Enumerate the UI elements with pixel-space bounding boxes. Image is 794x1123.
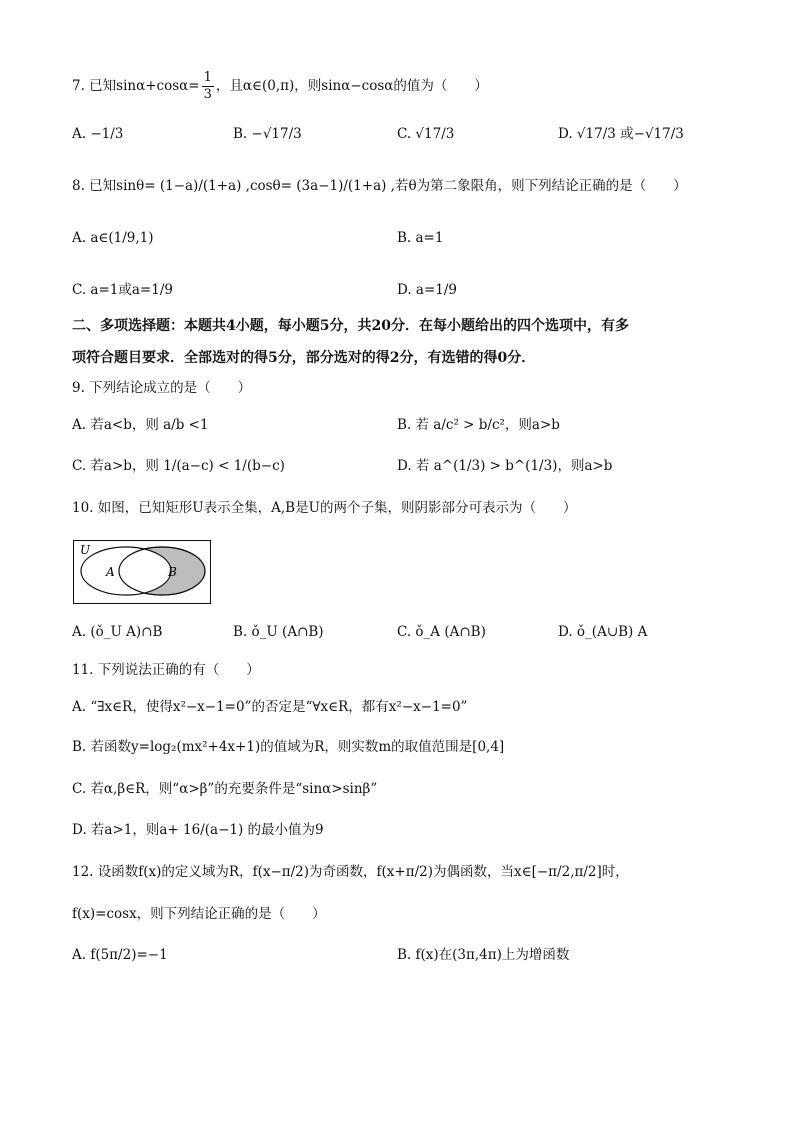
q9-option-d: D. 若 a^(1/3) > b^(1/3)，则a>b bbox=[397, 458, 613, 474]
venn-label-b: B bbox=[168, 565, 177, 579]
q12-stem-line2: f(x)=cosx，则下列结论正确的是（ ） bbox=[72, 906, 326, 922]
q12-option-b: B. f(x)在(3π,4π)上为增函数 bbox=[397, 947, 570, 963]
q7-prefix: 7. 已知sinα+cosα= bbox=[72, 78, 200, 94]
q7-fraction: $\frac{1}{3}$ bbox=[203, 70, 212, 102]
section2-heading-line1: 二、多项选择题：本题共4小题，每小题5分，共20分．在每小题给出的四个选项中，有多 bbox=[72, 318, 629, 334]
q9-option-a: A. 若a<b，则 a/b <1 bbox=[72, 417, 209, 433]
q8-option-c: C. a=1或a=1/9 bbox=[72, 282, 173, 298]
q10-stem: 10. 如图，已知矩形U表示全集，A,B是U的两个子集，则阴影部分可表示为（ ） bbox=[72, 500, 577, 516]
q8-option-a: A. a∈(1/9,1) bbox=[72, 230, 154, 246]
q11-option-b: B. 若函数y=log₂(mx²+4x+1)的值域为R，则实数m的取值范围是[0,4] bbox=[72, 739, 505, 755]
q7-option-d: D. √17/3 或−√17/3 bbox=[558, 126, 684, 142]
q7-option-a: A. −1/3 bbox=[72, 126, 124, 142]
q10-option-c: C. ǒ_A (A∩B) bbox=[397, 624, 486, 640]
q12-option-a: A. f(5π/2)=−1 bbox=[72, 947, 168, 963]
q11-option-a: A. “∃x∈R，使得x²−x−1=0”的否定是“∀x∈R，都有x²−x−1=0” bbox=[72, 699, 468, 715]
q9-option-b: B. 若 a/c² > b/c²，则a>b bbox=[397, 417, 560, 433]
q10-option-b: B. ǒ_U (A∩B) bbox=[233, 624, 324, 640]
venn-diagram bbox=[73, 540, 211, 604]
q10-option-d: D. ǒ_(A∪B) A bbox=[558, 624, 648, 640]
venn-svg bbox=[74, 541, 210, 603]
q8-option-d: D. a=1/9 bbox=[397, 282, 458, 298]
q7-mid: ，且α∈(0,π)，则sinα−cosα的值为（ ） bbox=[215, 78, 488, 94]
q7-option-c: C. √17/3 bbox=[397, 126, 455, 142]
section2-heading-line2: 项符合题目要求．全部选对的得5分，部分选对的得2分，有选错的得0分． bbox=[72, 350, 536, 366]
q9-stem: 9. 下列结论成立的是（ ） bbox=[72, 380, 252, 396]
q7-option-b: B. −√17/3 bbox=[233, 126, 302, 142]
q11-stem: 11. 下列说法正确的有（ ） bbox=[72, 662, 260, 678]
q12-stem-line1: 12. 设函数f(x)的定义域为R，f(x−π/2)为奇函数，f(x+π/2)为偶函数，当x∈[−π/2,π/2]时， bbox=[72, 864, 629, 880]
q8-stem: 8. 已知sinθ= (1−a)/(1+a) ,cosθ= (3a−1)/(1+a) ,若θ为第二象限角，则下列结论正确的是（ ） bbox=[72, 178, 687, 194]
venn-label-u: U bbox=[80, 543, 91, 557]
q11-option-c: C. 若α,β∈R，则“α>β”的充要条件是“sinα>sinβ” bbox=[72, 781, 378, 797]
q9-option-c: C. 若a>b，则 1/(a−c) < 1/(b−c) bbox=[72, 458, 285, 474]
q10-option-a: A. (ǒ_U A)∩B bbox=[72, 624, 163, 640]
q8-option-b: B. a=1 bbox=[397, 230, 444, 246]
venn-label-a: A bbox=[106, 565, 115, 579]
q7-stem bbox=[72, 70, 488, 103]
q11-option-d: D. 若a>1，则a+ 16/(a−1) 的最小值为9 bbox=[72, 822, 324, 838]
